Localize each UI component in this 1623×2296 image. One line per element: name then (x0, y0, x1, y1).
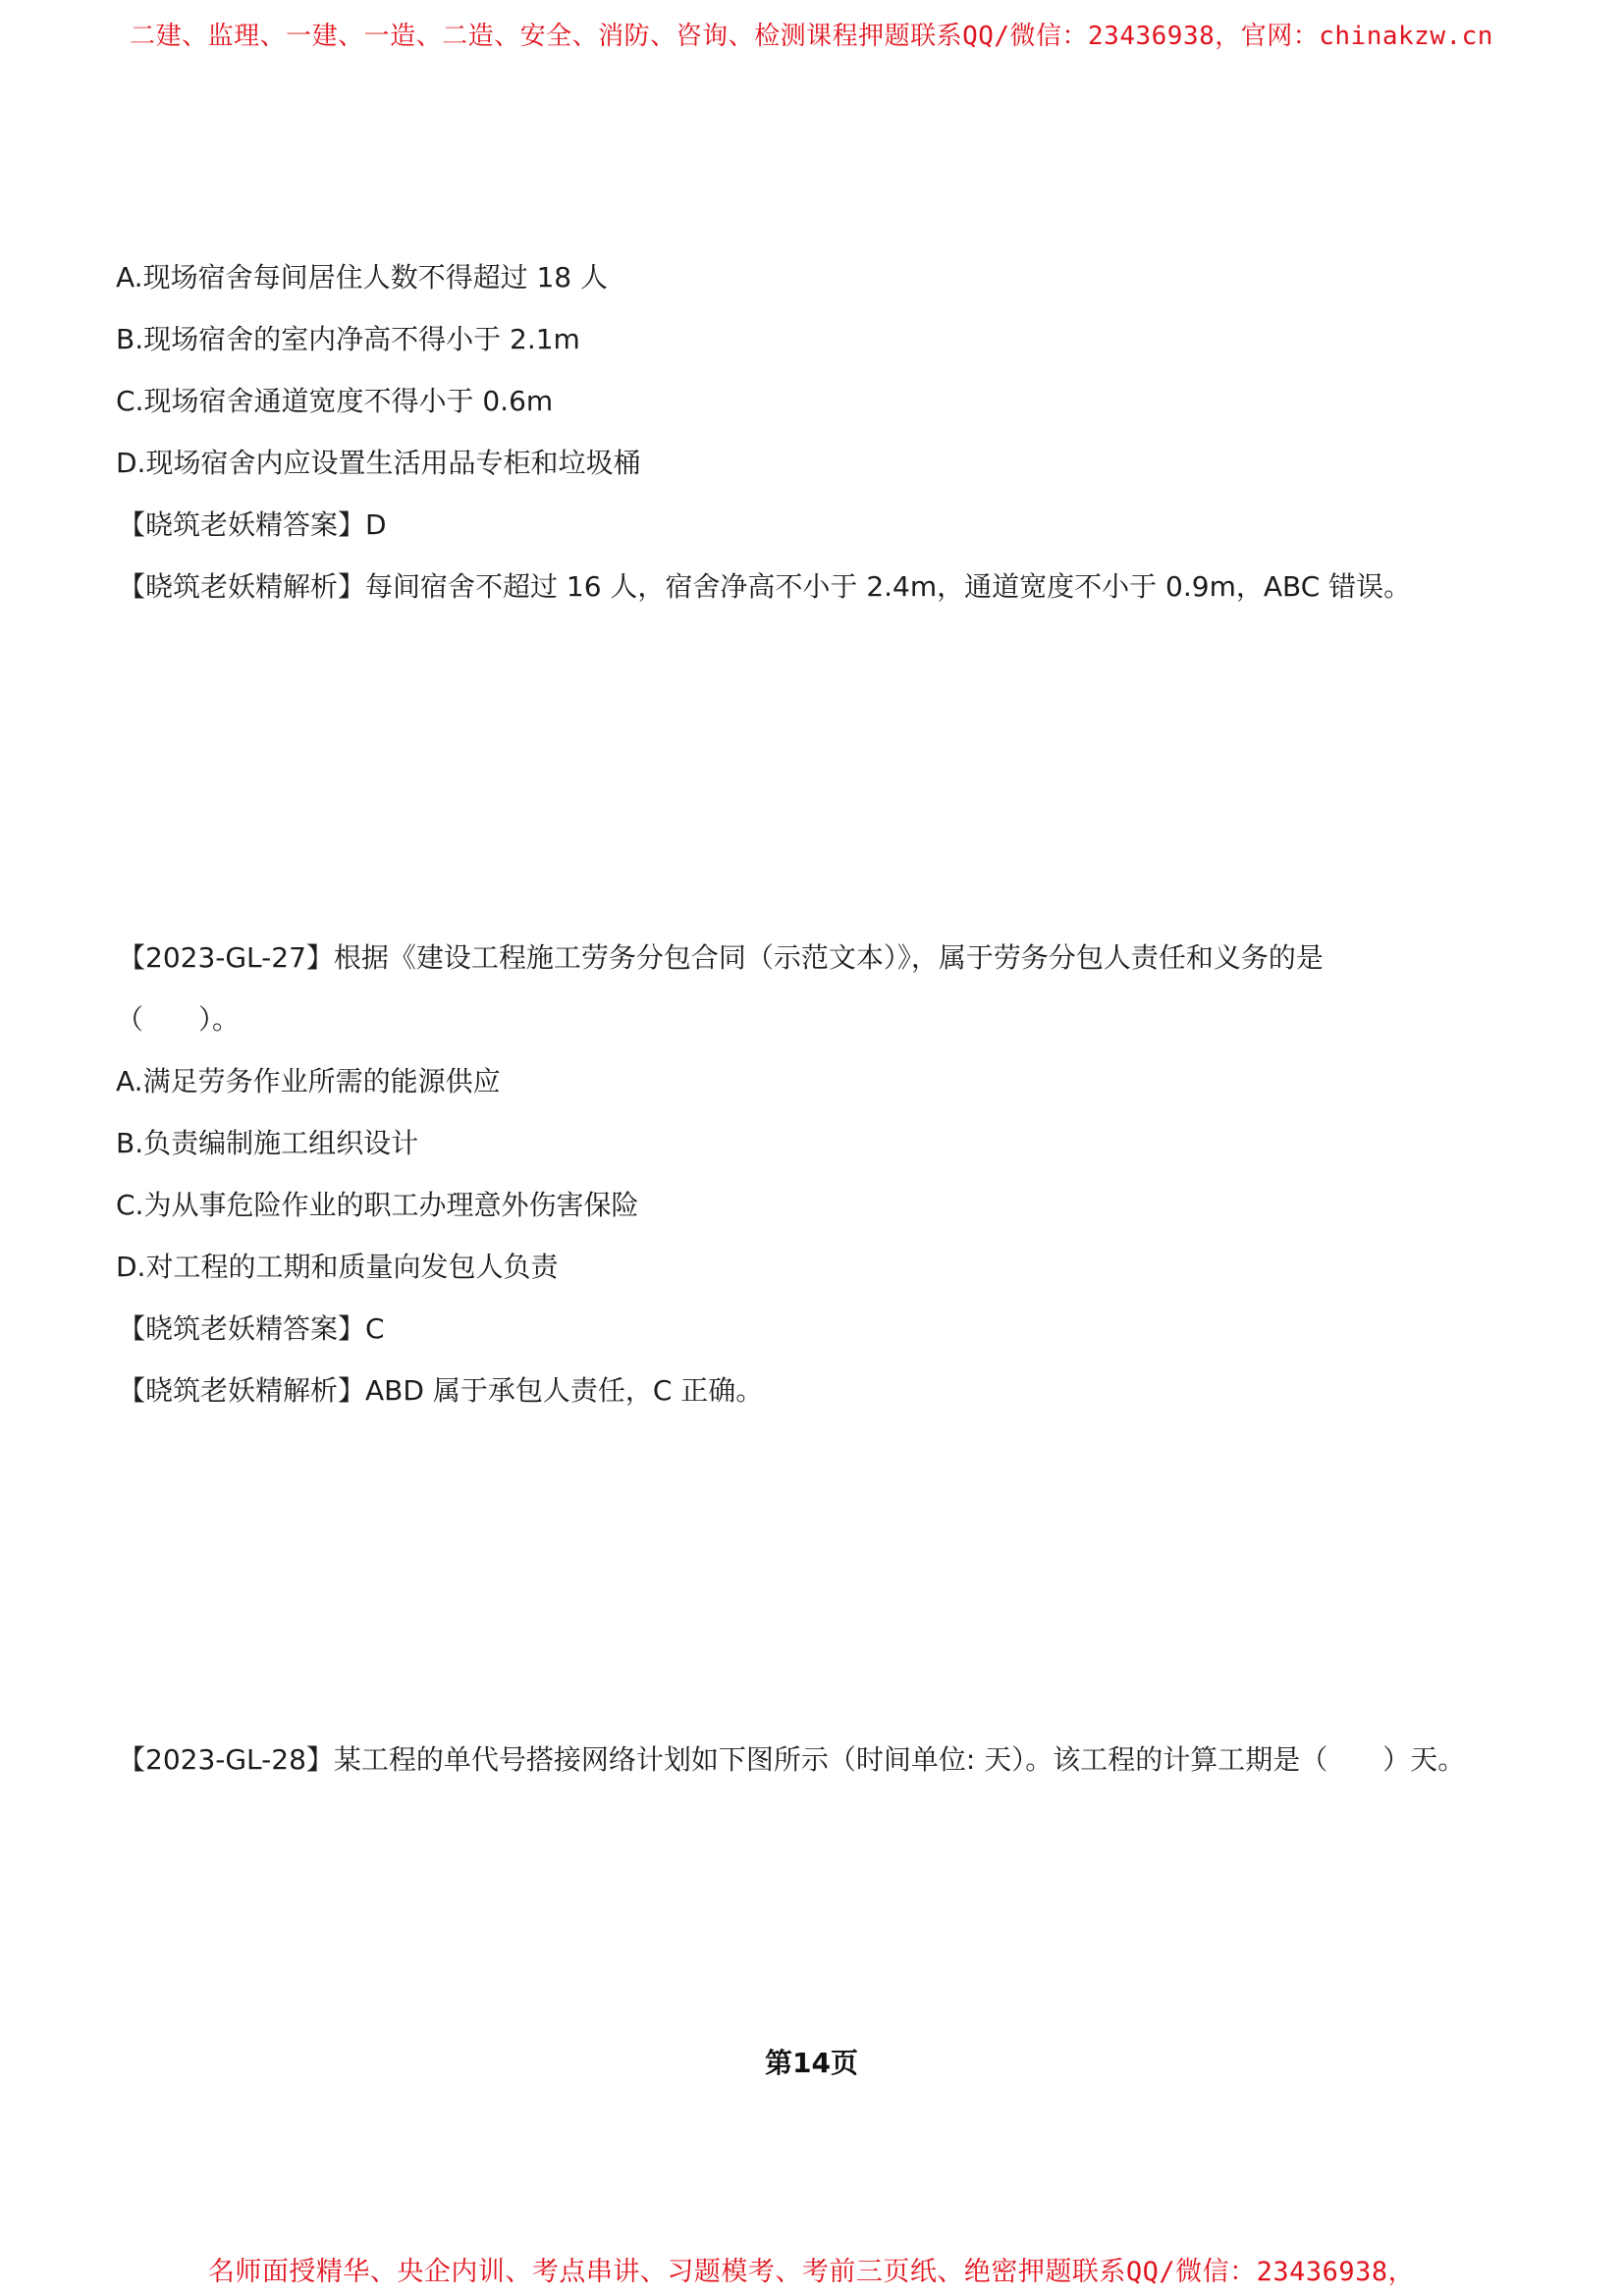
header-banner: 二建、监理、一建、一造、二造、安全、消防、咨询、检测课程押题联系QQ/微信：23436938，官网：chinakzw.cn (130, 22, 1493, 51)
footer-banner: 名师面授精华、央企内训、考点串讲、习题模考、考前三页纸、绝密押题联系QQ/微信：23436938， (207, 2257, 1416, 2287)
q27-answer: 【晓筑老妖精答案】C (118, 1312, 385, 1345)
q26-option-b: B.现场宿舍的室内净高不得小于 2.1m (116, 323, 580, 355)
q27-stem-line2: （ ）。 (116, 1003, 241, 1036)
q26-option-c: C.现场宿舍通道宽度不得小于 0.6m (116, 385, 554, 417)
q26-option-a: A.现场宿舍每间居住人数不得超过 18 人 (116, 261, 608, 294)
q28-stem: 【2023-GL-28】某工程的单代号搭接网络计划如下图所示（时间单位: 天）。该工程的计算工期是（ ）天。 (118, 1743, 1466, 1776)
q27-analysis: 【晓筑老妖精解析】ABD 属于承包人责任，C 正确。 (118, 1374, 764, 1407)
q27-option-d: D.对工程的工期和质量向发包人负责 (116, 1251, 559, 1283)
q27-stem-line1: 【2023-GL-27】根据《建设工程施工劳务分包合同（示范文本）》，属于劳务分包人责任和义务的是 (118, 941, 1324, 974)
q27-option-b: B.负责编制施工组织设计 (116, 1127, 419, 1159)
q26-analysis: 【晓筑老妖精解析】每间宿舍不超过 16 人，宿舍净高不小于 2.4m，通道宽度不小于 0.9m，ABC 错误。 (118, 570, 1412, 603)
q26-answer: 【晓筑老妖精答案】D (118, 508, 387, 541)
q27-option-c: C.为从事危险作业的职工办理意外伤害保险 (116, 1189, 639, 1221)
q27-option-a: A.满足劳务作业所需的能源供应 (116, 1065, 501, 1097)
q26-option-d: D.现场宿舍内应设置生活用品专柜和垃圾桶 (116, 447, 641, 479)
page-number: 第14页 (765, 2047, 858, 2079)
